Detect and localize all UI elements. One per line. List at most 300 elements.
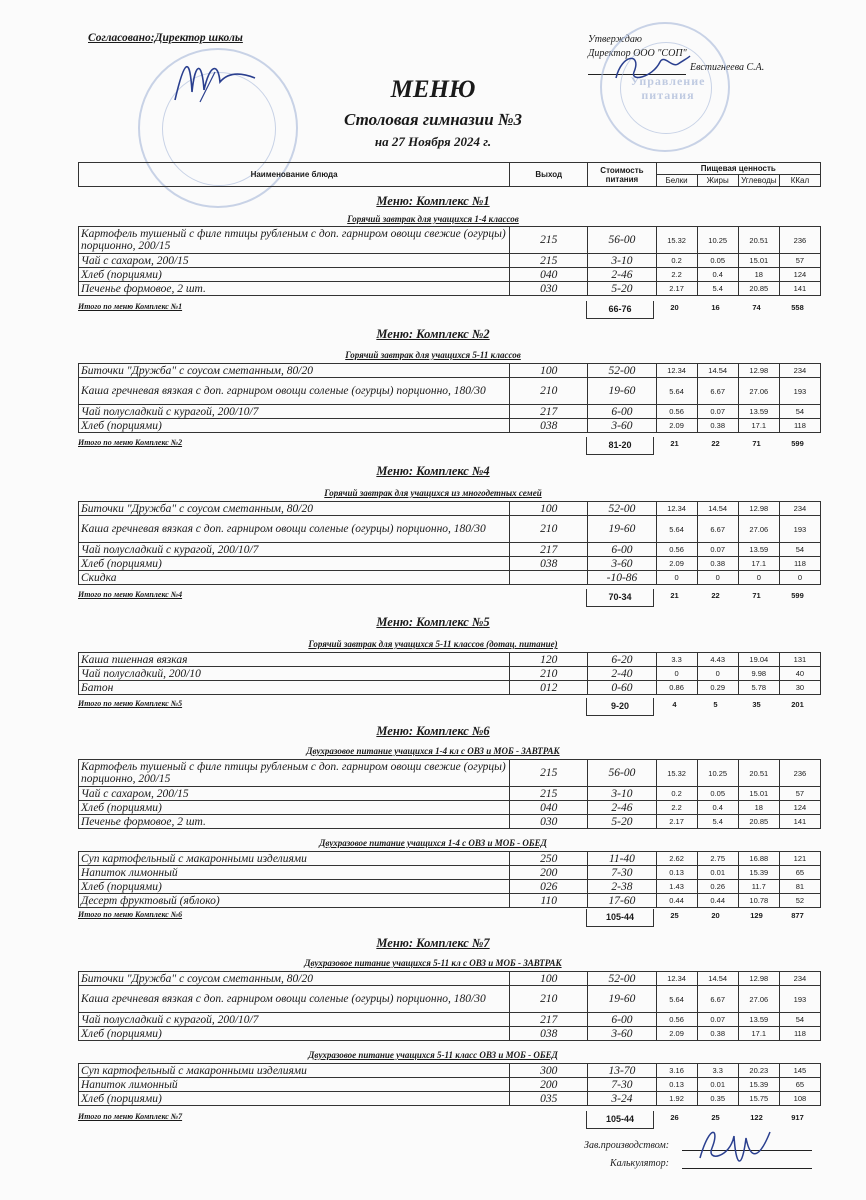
dish-cost: 19-60 <box>588 516 656 543</box>
production-signature <box>690 1118 780 1178</box>
dish-carbs: 10.78 <box>738 894 779 908</box>
dish-carbs: 15.39 <box>738 1078 779 1092</box>
dish-output: 040 <box>510 801 588 815</box>
dish-protein: 0.56 <box>656 543 697 557</box>
complex-total <box>78 438 821 454</box>
dish-kcal: 108 <box>779 1092 820 1106</box>
dish-carbs: 20.23 <box>738 1064 779 1078</box>
section-title: Двухразовое питание учащихся 1-4 кл с ОВЗ и МОБ - ЗАВТРАК <box>306 746 560 756</box>
dish-kcal: 81 <box>779 880 820 894</box>
menu-row <box>79 268 821 282</box>
dish-cost: 6-20 <box>588 653 656 667</box>
dish-name: Печенье формовое, 2 шт. <box>79 282 510 296</box>
page-subtitle: Столовая гимназии №3 <box>343 110 523 129</box>
header-carbs: Углеводы <box>738 175 779 187</box>
dish-carbs: 15.39 <box>738 866 779 880</box>
complex-title: Меню: Комплекс №6 <box>376 724 490 738</box>
menu-row <box>79 543 821 557</box>
dish-cost: 5-20 <box>588 815 656 829</box>
total-carbs: 74 <box>752 303 761 312</box>
dish-fat: 0.07 <box>697 543 738 557</box>
seal-text: Управление питания <box>630 74 706 102</box>
menu-table <box>78 1063 821 1106</box>
dish-fat: 0.26 <box>697 880 738 894</box>
dish-cost: 19-60 <box>588 986 656 1013</box>
complex-title: Меню: Комплекс №5 <box>376 615 490 629</box>
total-kcal: 599 <box>791 439 804 448</box>
dish-carbs: 18 <box>738 801 779 815</box>
dish-name: Чай полусладкий, 200/10 <box>79 667 510 681</box>
dish-name: Напиток лимонный <box>79 1078 510 1092</box>
dish-carbs: 15.01 <box>738 787 779 801</box>
dish-carbs: 16.88 <box>738 852 779 866</box>
dish-carbs: 0 <box>738 571 779 585</box>
dish-output: 217 <box>510 405 588 419</box>
dish-kcal: 118 <box>779 1027 820 1041</box>
dish-output: 038 <box>510 419 588 433</box>
dish-name: Чай полусладкий с курагой, 200/10/7 <box>79 1013 510 1027</box>
total-carbs: 35 <box>752 700 761 709</box>
dish-fat: 0 <box>697 667 738 681</box>
dish-kcal: 234 <box>779 972 820 986</box>
dish-cost: 3-10 <box>588 787 656 801</box>
menu-row <box>79 1078 821 1092</box>
menu-row <box>79 254 821 268</box>
dish-name: Каша гречневая вязкая с доп. гарниром овощи соленые (огурцы) порционно, 180/30 <box>79 986 510 1013</box>
dish-carbs: 13.59 <box>738 543 779 557</box>
dish-carbs: 17.1 <box>738 419 779 433</box>
total-fat: 25 <box>711 1113 720 1122</box>
dish-protein: 2.09 <box>656 419 697 433</box>
dish-protein: 15.32 <box>656 227 697 254</box>
dish-kcal: 124 <box>779 801 820 815</box>
footer-calculator: Калькулятор: <box>610 1158 669 1169</box>
menu-table <box>78 652 821 695</box>
dish-fat: 0 <box>697 571 738 585</box>
header-output: Выход <box>510 163 588 187</box>
dish-kcal: 52 <box>779 894 820 908</box>
dish-output: 120 <box>510 653 588 667</box>
dish-kcal: 234 <box>779 364 820 378</box>
total-carbs: 129 <box>750 911 763 920</box>
dish-name: Хлеб (порциями) <box>79 268 510 282</box>
dish-cost: 2-38 <box>588 880 656 894</box>
dish-protein: 12.34 <box>656 364 697 378</box>
complex-title: Меню: Комплекс №4 <box>376 464 490 478</box>
dish-cost: 2-46 <box>588 268 656 282</box>
menu-row <box>79 972 821 986</box>
dish-kcal: 30 <box>779 681 820 695</box>
dish-fat: 10.25 <box>697 760 738 787</box>
dish-cost: 5-20 <box>588 282 656 296</box>
total-fat: 5 <box>713 700 718 709</box>
dish-protein: 2.09 <box>656 1027 697 1041</box>
section-title: Горячий завтрак для учащихся 5-11 классов (дотац. питание) <box>308 639 558 649</box>
dish-protein: 5.64 <box>656 986 697 1013</box>
dish-output: 210 <box>510 378 588 405</box>
dish-output: 210 <box>510 516 588 543</box>
total-fat: 22 <box>711 439 720 448</box>
dish-cost: 52-00 <box>588 972 656 986</box>
dish-protein: 2.2 <box>656 801 697 815</box>
dish-protein: 0.44 <box>656 894 697 908</box>
total-protein: 25 <box>670 911 679 920</box>
total-fat: 20 <box>711 911 720 920</box>
dish-carbs: 15.75 <box>738 1092 779 1106</box>
footer-production: Зав.производством: <box>584 1140 670 1151</box>
dish-cost: 6-00 <box>588 543 656 557</box>
menu-date: на 27 Ноября 2024 г. <box>374 134 492 149</box>
dish-protein: 0.56 <box>656 405 697 419</box>
dish-protein: 2.09 <box>656 557 697 571</box>
dish-kcal: 65 <box>779 866 820 880</box>
menu-row <box>79 364 821 378</box>
dish-cost: 17-60 <box>588 894 656 908</box>
dish-output: 210 <box>510 986 588 1013</box>
dish-kcal: 193 <box>779 378 820 405</box>
dish-kcal: 0 <box>779 571 820 585</box>
menu-row <box>79 653 821 667</box>
menu-row <box>79 1092 821 1106</box>
dish-kcal: 236 <box>779 227 820 254</box>
dish-name: Чай полусладкий с курагой, 200/10/7 <box>79 405 510 419</box>
dish-carbs: 15.01 <box>738 254 779 268</box>
dish-name: Хлеб (порциями) <box>79 1092 510 1106</box>
dish-name: Хлеб (порциями) <box>79 557 510 571</box>
dish-output: 210 <box>510 667 588 681</box>
total-protein: 20 <box>670 303 679 312</box>
dish-output: 030 <box>510 815 588 829</box>
total-carbs: 71 <box>752 439 761 448</box>
dish-cost: 2-46 <box>588 801 656 815</box>
dish-kcal: 57 <box>779 254 820 268</box>
dish-kcal: 193 <box>779 986 820 1013</box>
total-kcal: 599 <box>791 591 804 600</box>
header-kcal: ККал <box>779 175 820 187</box>
menu-row <box>79 419 821 433</box>
dish-output: 100 <box>510 972 588 986</box>
dish-output: 100 <box>510 502 588 516</box>
dish-protein: 12.34 <box>656 502 697 516</box>
section-title: Горячий завтрак для учащихся 1-4 классов <box>347 214 519 224</box>
dish-kcal: 121 <box>779 852 820 866</box>
total-cost: 66-76 <box>586 301 654 319</box>
dish-output <box>510 571 588 585</box>
section-title: Горячий завтрак для учащихся из многодетных семей <box>324 488 542 498</box>
dish-cost: 56-00 <box>588 227 656 254</box>
menu-row <box>79 405 821 419</box>
dish-kcal: 118 <box>779 419 820 433</box>
dish-output: 030 <box>510 282 588 296</box>
dish-fat: 0.38 <box>697 557 738 571</box>
total-label: Итого по меню Комплекс №1 <box>78 302 183 311</box>
complex-title: Меню: Комплекс №2 <box>376 327 490 341</box>
total-protein: 21 <box>670 591 679 600</box>
page-title: МЕНЮ <box>390 76 476 103</box>
menu-row <box>79 852 821 866</box>
dish-output: 026 <box>510 880 588 894</box>
total-protein: 21 <box>670 439 679 448</box>
menu-row <box>79 502 821 516</box>
dish-name: Чай полусладкий с курагой, 200/10/7 <box>79 543 510 557</box>
dish-output: 012 <box>510 681 588 695</box>
dish-kcal: 145 <box>779 1064 820 1078</box>
dish-carbs: 17.1 <box>738 1027 779 1041</box>
dish-name: Десерт фруктовый (яблоко) <box>79 894 510 908</box>
total-label: Итого по меню Комплекс №4 <box>78 590 183 599</box>
dish-fat: 0.44 <box>697 894 738 908</box>
dish-protein: 1.92 <box>656 1092 697 1106</box>
dish-output: 110 <box>510 894 588 908</box>
complex-total <box>78 699 821 715</box>
header-name: Наименование блюда <box>79 163 510 187</box>
dish-carbs: 9.98 <box>738 667 779 681</box>
dish-fat: 6.67 <box>697 516 738 543</box>
dish-protein: 3.16 <box>656 1064 697 1078</box>
total-carbs: 122 <box>750 1113 763 1122</box>
total-cost: 105-44 <box>586 909 654 927</box>
dish-name: Печенье формовое, 2 шт. <box>79 815 510 829</box>
menu-row <box>79 557 821 571</box>
dish-protein: 12.34 <box>656 972 697 986</box>
dish-cost: 6-00 <box>588 1013 656 1027</box>
dish-cost: 3-60 <box>588 419 656 433</box>
dish-name: Каша пшенная вязкая <box>79 653 510 667</box>
section-title: Двухразовое питание учащихся 5-11 кл с ОВЗ и МОБ - ЗАВТРАК <box>304 958 562 968</box>
dish-fat: 10.25 <box>697 227 738 254</box>
total-cost: 105-44 <box>586 1111 654 1129</box>
total-protein: 4 <box>672 700 677 709</box>
column-header-table <box>78 162 821 187</box>
dish-cost: 3-24 <box>588 1092 656 1106</box>
total-kcal: 917 <box>791 1113 804 1122</box>
dish-name: Суп картофельный с макаронными изделиями <box>79 1064 510 1078</box>
dish-fat: 0.05 <box>697 254 738 268</box>
header-protein: Белки <box>656 175 697 187</box>
dish-carbs: 17.1 <box>738 557 779 571</box>
dish-carbs: 12.98 <box>738 364 779 378</box>
complex-total <box>78 590 821 606</box>
menu-row <box>79 1013 821 1027</box>
dish-cost: 6-00 <box>588 405 656 419</box>
complex-total <box>78 910 821 926</box>
dish-cost: 52-00 <box>588 364 656 378</box>
dish-output: 100 <box>510 364 588 378</box>
dish-carbs: 5.78 <box>738 681 779 695</box>
dish-fat: 14.54 <box>697 502 738 516</box>
dish-fat: 6.67 <box>697 378 738 405</box>
dish-fat: 3.3 <box>697 1064 738 1078</box>
dish-kcal: 40 <box>779 667 820 681</box>
menu-table <box>78 226 821 296</box>
dish-output: 215 <box>510 254 588 268</box>
dish-carbs: 20.51 <box>738 760 779 787</box>
dish-fat: 14.54 <box>697 972 738 986</box>
dish-output: 035 <box>510 1092 588 1106</box>
dish-protein: 5.64 <box>656 516 697 543</box>
dish-output: 217 <box>510 543 588 557</box>
dish-output: 038 <box>510 1027 588 1041</box>
menu-row <box>79 880 821 894</box>
dish-kcal: 234 <box>779 502 820 516</box>
dish-name: Картофель тушеный с филе птицы рубленым с доп. гарниром овощи свежие (огурцы) порционно, 200/15 <box>79 227 510 254</box>
dish-carbs: 20.85 <box>738 815 779 829</box>
dish-carbs: 12.98 <box>738 972 779 986</box>
dish-kcal: 131 <box>779 653 820 667</box>
total-cost: 81-20 <box>586 437 654 455</box>
dish-fat: 0.07 <box>697 1013 738 1027</box>
dish-protein: 0.13 <box>656 1078 697 1092</box>
dish-protein: 2.17 <box>656 815 697 829</box>
dish-kcal: 54 <box>779 405 820 419</box>
dish-name: Биточки "Дружба" с соусом сметанным, 80/20 <box>79 972 510 986</box>
dish-output: 215 <box>510 227 588 254</box>
dish-cost: 3-60 <box>588 557 656 571</box>
dish-fat: 0.38 <box>697 1027 738 1041</box>
dish-protein: 0 <box>656 667 697 681</box>
dish-cost: 2-40 <box>588 667 656 681</box>
dish-fat: 2.75 <box>697 852 738 866</box>
approval-right-line2: Директор ООО "СОП" <box>588 48 687 59</box>
dish-name: Хлеб (порциями) <box>79 801 510 815</box>
dish-output: 040 <box>510 268 588 282</box>
complex-title: Меню: Комплекс №1 <box>376 194 490 208</box>
header-cost: Стоимость питания <box>588 163 656 187</box>
dish-protein: 15.32 <box>656 760 697 787</box>
dish-protein: 0.86 <box>656 681 697 695</box>
dish-carbs: 11.7 <box>738 880 779 894</box>
dish-kcal: 54 <box>779 1013 820 1027</box>
dish-protein: 0.2 <box>656 787 697 801</box>
dish-name: Чай с сахаром, 200/15 <box>79 787 510 801</box>
dish-protein: 2.2 <box>656 268 697 282</box>
menu-table <box>78 971 821 1041</box>
total-label: Итого по меню Комплекс №6 <box>78 910 183 919</box>
dish-output: 200 <box>510 1078 588 1092</box>
dish-output: 217 <box>510 1013 588 1027</box>
menu-row <box>79 801 821 815</box>
dish-name: Хлеб (порциями) <box>79 1027 510 1041</box>
dish-cost: 3-60 <box>588 1027 656 1041</box>
dish-fat: 0.29 <box>697 681 738 695</box>
dish-output: 038 <box>510 557 588 571</box>
dish-fat: 0.35 <box>697 1092 738 1106</box>
dish-carbs: 13.59 <box>738 405 779 419</box>
dish-fat: 0.05 <box>697 787 738 801</box>
dish-kcal: 236 <box>779 760 820 787</box>
menu-row <box>79 815 821 829</box>
dish-kcal: 141 <box>779 815 820 829</box>
total-kcal: 877 <box>791 911 804 920</box>
dish-kcal: 57 <box>779 787 820 801</box>
dish-name: Каша гречневая вязкая с доп. гарниром овощи соленые (огурцы) порционно, 180/30 <box>79 378 510 405</box>
section-title: Горячий завтрак для учащихся 5-11 классов <box>345 350 521 360</box>
menu-row <box>79 787 821 801</box>
menu-row <box>79 516 821 543</box>
dish-cost: 52-00 <box>588 502 656 516</box>
dish-cost: 3-10 <box>588 254 656 268</box>
menu-row <box>79 667 821 681</box>
dish-kcal: 118 <box>779 557 820 571</box>
dish-output: 200 <box>510 866 588 880</box>
dish-name: Суп картофельный с макаронными изделиями <box>79 852 510 866</box>
approval-right-name: Евстигнеева С.А. <box>690 62 765 73</box>
total-kcal: 558 <box>791 303 804 312</box>
dish-protein: 0 <box>656 571 697 585</box>
total-label: Итого по меню Комплекс №2 <box>78 438 183 447</box>
approval-right-line1: Утверждаю <box>588 34 642 45</box>
total-cost: 70-34 <box>586 589 654 607</box>
dish-protein: 0.2 <box>656 254 697 268</box>
total-carbs: 71 <box>752 591 761 600</box>
dish-carbs: 12.98 <box>738 502 779 516</box>
dish-protein: 2.62 <box>656 852 697 866</box>
dish-carbs: 27.06 <box>738 378 779 405</box>
dish-cost: 11-40 <box>588 852 656 866</box>
dish-carbs: 18 <box>738 268 779 282</box>
dish-cost: 7-30 <box>588 1078 656 1092</box>
menu-row <box>79 760 821 787</box>
dish-fat: 0.01 <box>697 1078 738 1092</box>
dish-fat: 0.01 <box>697 866 738 880</box>
dish-fat: 0.4 <box>697 268 738 282</box>
dish-carbs: 13.59 <box>738 1013 779 1027</box>
dish-fat: 0.38 <box>697 419 738 433</box>
dish-protein: 1.43 <box>656 880 697 894</box>
menu-row <box>79 227 821 254</box>
dish-name: Чай с сахаром, 200/15 <box>79 254 510 268</box>
dish-name: Биточки "Дружба" с соусом сметанным, 80/20 <box>79 364 510 378</box>
dish-output: 250 <box>510 852 588 866</box>
dish-fat: 5.4 <box>697 815 738 829</box>
dish-kcal: 124 <box>779 268 820 282</box>
dish-name: Хлеб (порциями) <box>79 880 510 894</box>
menu-row <box>79 986 821 1013</box>
dish-fat: 4.43 <box>697 653 738 667</box>
dish-kcal: 65 <box>779 1078 820 1092</box>
menu-row <box>79 378 821 405</box>
dish-carbs: 20.85 <box>738 282 779 296</box>
header-fat: Жиры <box>697 175 738 187</box>
dish-protein: 2.17 <box>656 282 697 296</box>
dish-name: Батон <box>79 681 510 695</box>
dish-name: Хлеб (порциями) <box>79 419 510 433</box>
dish-kcal: 193 <box>779 516 820 543</box>
dish-carbs: 27.06 <box>738 516 779 543</box>
dish-kcal: 141 <box>779 282 820 296</box>
dish-protein: 3.3 <box>656 653 697 667</box>
dish-cost: 7-30 <box>588 866 656 880</box>
dish-fat: 0.4 <box>697 801 738 815</box>
dish-carbs: 20.51 <box>738 227 779 254</box>
dish-cost: 13-70 <box>588 1064 656 1078</box>
dish-protein: 0.13 <box>656 866 697 880</box>
menu-row <box>79 894 821 908</box>
dish-name: Напиток лимонный <box>79 866 510 880</box>
dish-protein: 5.64 <box>656 378 697 405</box>
menu-row <box>79 571 821 585</box>
total-label: Итого по меню Комплекс №5 <box>78 699 183 708</box>
menu-row <box>79 282 821 296</box>
dish-protein: 0.56 <box>656 1013 697 1027</box>
dish-fat: 14.54 <box>697 364 738 378</box>
dish-output: 300 <box>510 1064 588 1078</box>
menu-row <box>79 866 821 880</box>
section-title: Двухразовое питание учащихся 5-11 класс ОВЗ и МОБ - ОБЕД <box>308 1050 558 1060</box>
menu-row <box>79 1027 821 1041</box>
menu-table <box>78 501 821 585</box>
dish-cost: -10-86 <box>588 571 656 585</box>
